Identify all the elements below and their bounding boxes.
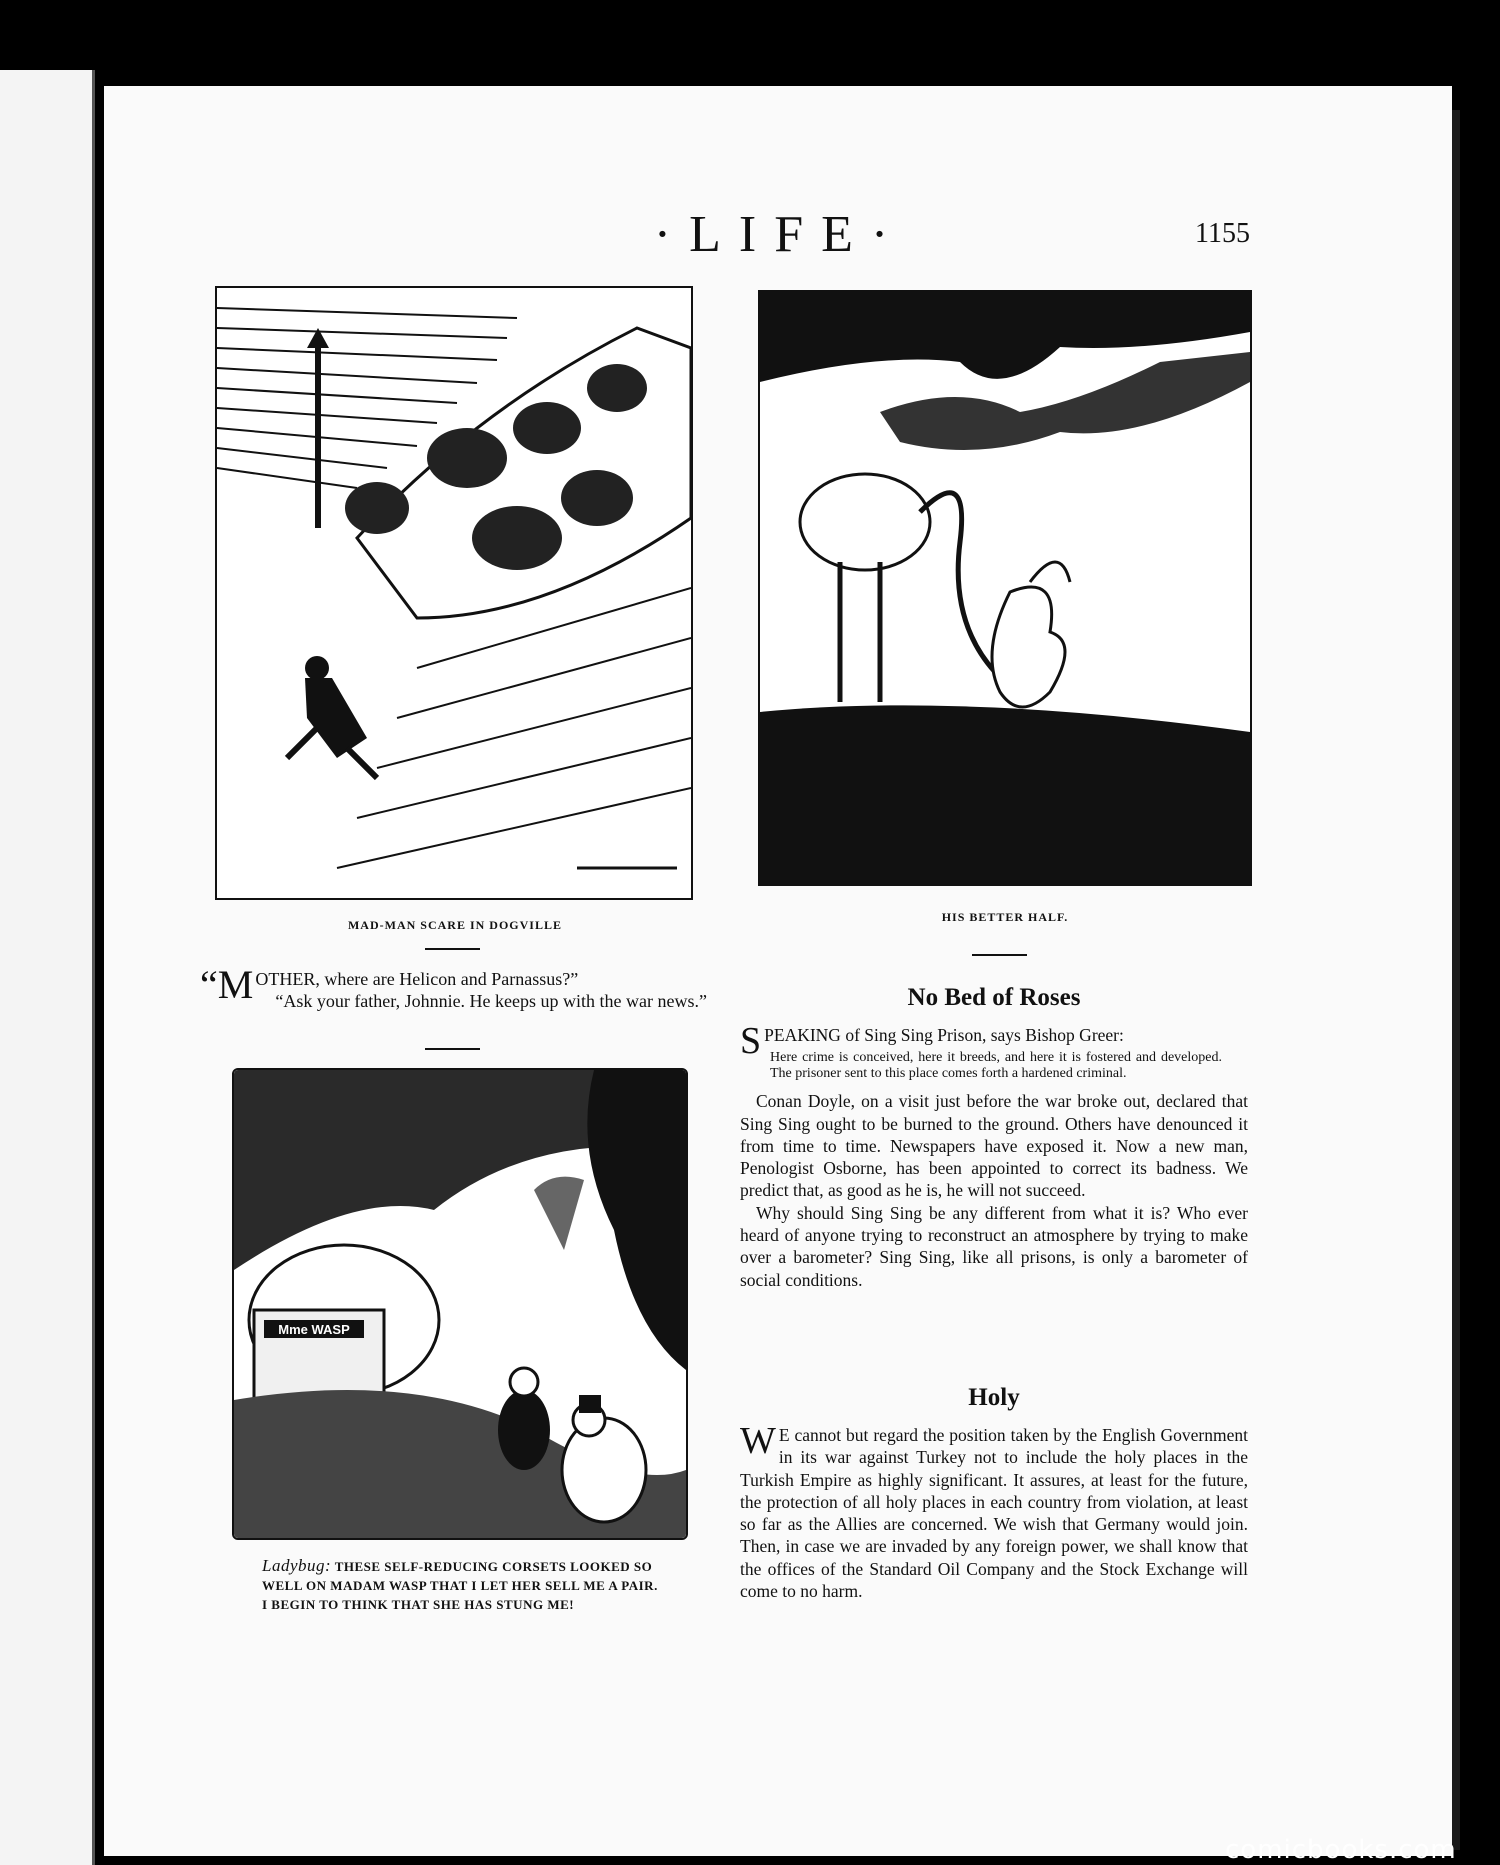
masthead: ·LIFE· (653, 206, 907, 263)
joke-text (200, 962, 712, 1012)
joke-line2: “Ask your father, Johnnie. He keeps up with the war news.” (275, 991, 707, 1011)
page-binding-edge (1452, 110, 1460, 1850)
cartoon-ladybug (232, 1068, 688, 1540)
cartoon-ostrich (758, 290, 1252, 886)
article2-text: E cannot but regard the position taken by the English Government in its war against Turkey not to include the holy places in the Turkish Empire as highly significant. It assures, at least for the future, the protection of all holy places in each country from violation, at least so far as the Allies are concerned. We wish that Germany would join. Then, in case we are invaded by any foreign power, we shall know that the offices of the Standard Oil Company and the Stock Exchange will come to no harm. (740, 1425, 1248, 1602)
page-number: 1155 (1195, 218, 1250, 249)
article-holy (740, 1384, 1248, 1412)
cartoon-dogville (215, 286, 693, 900)
article1-quote: Here crime is conceived, here it breeds, and here it is fostered and developed. The prisoner sent to this place comes forth a hardened criminal. (770, 1050, 1222, 1082)
ladybug-caption-text: THESE SELF-REDUCING CORSETS LOOKED SO WELL ON MADAM WASP THAT I LET HER SELL ME A PAIR. I BEGIN TO THINK THAT SHE HAS STUNG ME! (262, 1559, 658, 1612)
article-no-bed-of-roses (740, 984, 1248, 1012)
joke-dropcap: “M (200, 962, 254, 1007)
watermark: comicbooks.com (1225, 1835, 1457, 1865)
article2-dropcap: W (740, 1420, 776, 1462)
divider (425, 1048, 480, 1050)
shop-sign: Mme WASP (278, 1322, 350, 1337)
article1-para2: Why should Sing Sing be any different from what it is? Who ever heard of anyone trying to reconstruct an atmosphere by trying to make over a barometer? Sing Sing, like all prisons, is only a barometer of social conditions. (740, 1202, 1248, 1290)
ostrich-illustration (760, 292, 1250, 884)
article1-dropcap: S (740, 1020, 762, 1062)
article1-para1: Conan Doyle, on a visit just before the war broke out, declared that Sing Sing ought to be burned to the ground. Others have denounced it from time to time. Newspapers have exposed it. Now a new man, Penologist Osborne, has been appointed to correct its badness. We predict that, as good as he is, he will not succeed. (740, 1091, 1248, 1201)
divider (972, 954, 1027, 956)
joke-line1: OTHER, where are Helicon and Parnassus?” (255, 969, 579, 989)
article1-body (740, 1020, 1248, 1291)
dogville-illustration (217, 288, 691, 898)
caption-dogville: MAD-MAN SCARE IN DOGVILLE (347, 918, 562, 932)
article-title: No Bed of Roses (907, 984, 1081, 1011)
ladybug-caption (262, 1556, 662, 1614)
caption-ostrich: HIS BETTER HALF. (941, 910, 1069, 924)
ladybug-illustration (234, 1070, 686, 1538)
article2-body (740, 1420, 1248, 1602)
ladybug-speaker: Ladybug: (262, 1556, 332, 1575)
article1-lead: PEAKING of Sing Sing Prison, says Bishop Greer: (764, 1025, 1124, 1045)
divider (425, 948, 480, 950)
previous-page-edge (0, 70, 95, 1865)
article-title: Holy (968, 1384, 1020, 1411)
